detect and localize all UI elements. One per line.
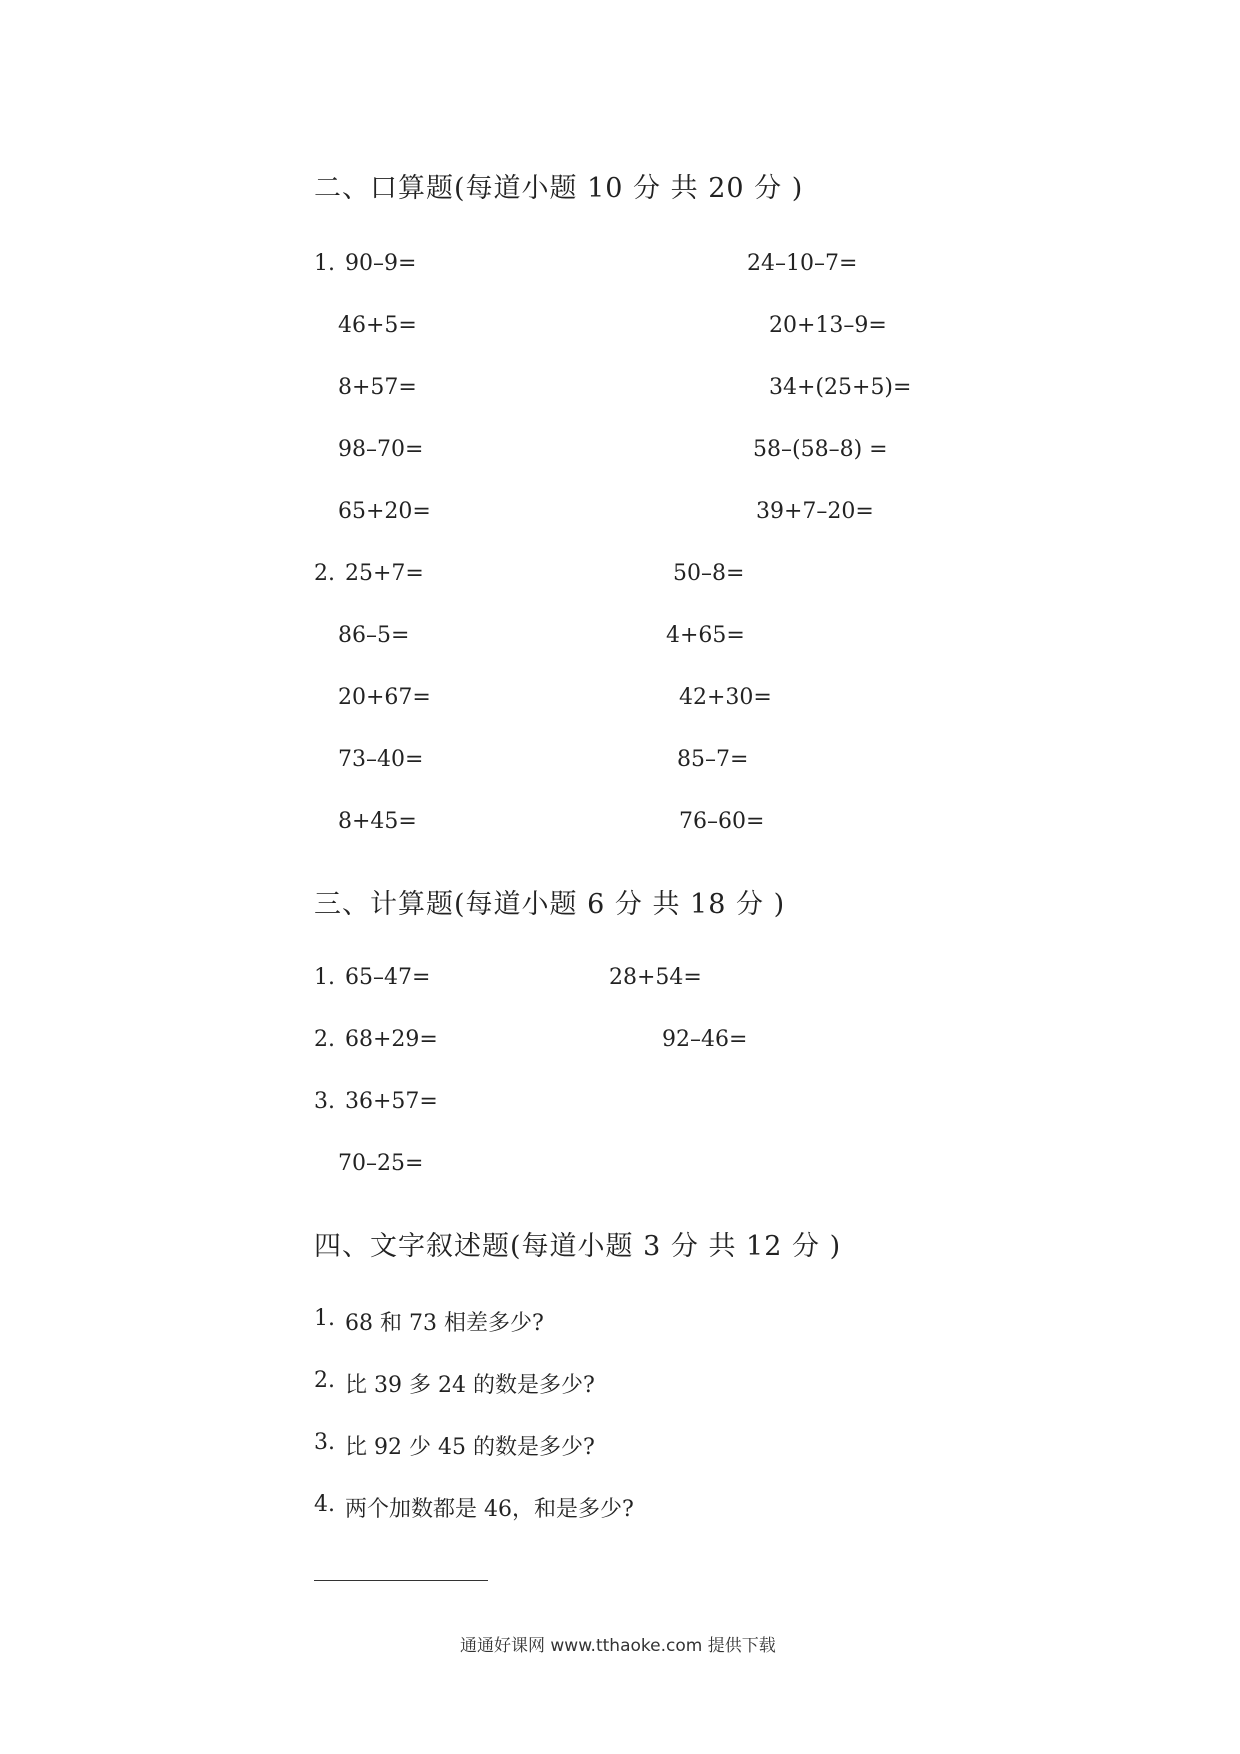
q1-left-expr-1: 90–9= [345,251,417,276]
q1-right-expr-2: 20+13–9= [769,313,887,338]
footnote-rule [314,1580,488,1581]
section4-heading: 四、文字叙述题(每道小题 3 分 共 12 分 ) [314,1231,842,1262]
q1-number: 1. [314,251,335,276]
section3-heading: 三、计算题(每道小题 6 分 共 18 分 ) [314,889,786,920]
s3-item2-left: 68+29= [345,1027,438,1052]
q1-right-expr-5: 39+7–20= [756,499,874,524]
q1-left-expr-3: 8+57= [338,375,417,400]
s4-item4-text: 两个加数都是 46，和是多少? [345,1497,634,1522]
q2-left-expr-3: 20+67= [338,685,431,710]
s3-item1-right: 28+54= [609,965,702,990]
s3-item1-number: 1. [314,965,335,990]
q1-left-expr-2: 46+5= [338,313,417,338]
s3-extra-expr: 70–25= [338,1151,424,1176]
s4-item4-number: 4. [314,1492,335,1517]
q2-left-expr-5: 8+45= [338,809,417,834]
q2-right-expr-1: 50–8= [673,561,745,586]
s3-item1-left: 65–47= [345,965,431,990]
q1-right-expr-3: 34+(25+5)= [769,375,912,400]
section2-heading: 二、口算题(每道小题 10 分 共 20 分 ) [314,173,804,204]
s4-item1-number: 1. [314,1306,335,1331]
q1-right-expr-4: 58–(58–8) = [753,437,888,462]
q2-right-expr-2: 4+65= [666,623,745,648]
page-footer: 通通好课网 www.tthaoke.com 提供下载 [460,1636,776,1656]
q2-right-expr-4: 85–7= [677,747,749,772]
s4-item3-text: 比 92 少 45 的数是多少? [345,1435,595,1460]
q1-left-expr-4: 98–70= [338,437,424,462]
q1-left-expr-5: 65+20= [338,499,431,524]
q2-left-expr-2: 86–5= [338,623,410,648]
q2-left-expr-1: 25+7= [345,561,424,586]
s4-item2-number: 2. [314,1368,335,1393]
q2-right-expr-3: 42+30= [679,685,772,710]
s4-item1-text: 68 和 73 相差多少? [345,1311,544,1336]
s3-item3-left: 36+57= [345,1089,438,1114]
q2-number: 2. [314,561,335,586]
q2-left-expr-4: 73–40= [338,747,424,772]
s3-item2-right: 92–46= [662,1027,748,1052]
s3-item2-number: 2. [314,1027,335,1052]
s3-item3-number: 3. [314,1089,335,1114]
q2-right-expr-5: 76–60= [679,809,765,834]
q1-right-expr-1: 24–10–7= [747,251,858,276]
s4-item2-text: 比 39 多 24 的数是多少? [345,1373,595,1398]
s4-item3-number: 3. [314,1430,335,1455]
